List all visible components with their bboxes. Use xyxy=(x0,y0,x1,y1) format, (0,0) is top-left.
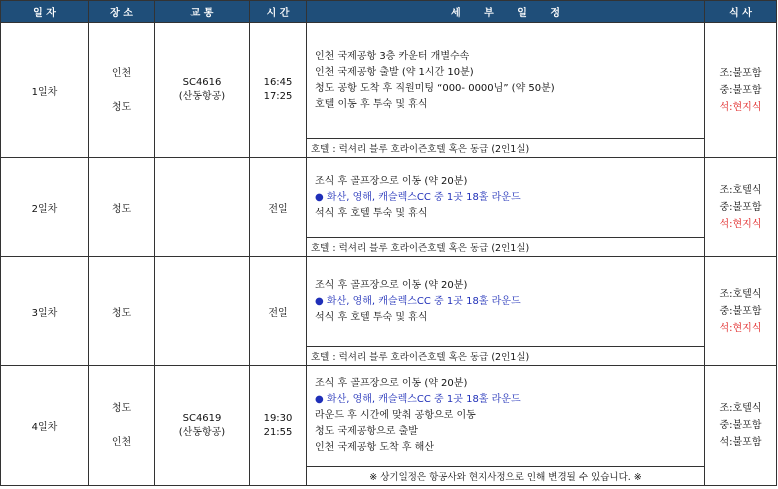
day-2-label: 2일차 xyxy=(1,158,89,257)
header-schedule: 세 부 일 정 xyxy=(307,1,705,23)
schedule-item: 청도 공항 도착 후 직원미팅 “000- 0000님” (약 50분) xyxy=(315,82,555,94)
day-2-transport xyxy=(155,158,250,257)
day-3-transport xyxy=(155,257,250,366)
meal-dinner: 석:현지식 xyxy=(719,101,762,113)
day-4-place-1: 청도 xyxy=(111,403,132,414)
meal-lunch: 중:불포함 xyxy=(719,420,762,431)
day-4-places xyxy=(89,366,155,486)
meal-breakfast: 조:불포함 xyxy=(719,67,762,79)
day-4-place-2: 인천 xyxy=(111,437,132,448)
day-2-time: 전일 xyxy=(250,158,307,257)
schedule-item: 조식 후 골프장으로 이동 (약 20분) xyxy=(315,378,468,389)
header-time: 시 간 xyxy=(250,1,307,23)
day-1-times xyxy=(250,23,307,158)
header-place: 장 소 xyxy=(89,1,155,23)
day-3-label: 3일차 xyxy=(1,257,89,366)
day-4-flight: SC4619 xyxy=(182,412,222,424)
day-1-airline: (산동항공) xyxy=(178,91,226,102)
header-meals: 식 사 xyxy=(705,1,777,23)
day-1-row xyxy=(1,23,777,139)
day-4-schedule xyxy=(307,366,705,467)
day-1-places xyxy=(89,23,155,158)
schedule-item: 인천 국제공항 도착 후 해산 xyxy=(315,442,434,453)
schedule-item: 호텔 이동 후 투숙 및 휴식 xyxy=(315,98,428,110)
meal-lunch: 중:불포함 xyxy=(719,305,762,317)
meal-breakfast: 조:호텔식 xyxy=(719,184,762,196)
meal-dinner: 석:불포함 xyxy=(719,437,762,448)
schedule-item: 조식 후 골프장으로 이동 (약 20분) xyxy=(315,175,468,187)
meal-dinner: 석:현지식 xyxy=(719,322,762,334)
day-4-transport xyxy=(155,366,250,486)
header-date: 일 자 xyxy=(1,1,89,23)
day-2-place: 청도 xyxy=(89,158,155,257)
meal-breakfast: 조:호텔식 xyxy=(719,288,762,300)
day-1-schedule xyxy=(307,23,705,139)
schedule-item: 청도 국제공항으로 출발 xyxy=(315,426,418,437)
meal-dinner: 석:현지식 xyxy=(719,218,762,230)
day-3-row xyxy=(1,257,777,347)
day-2-meals xyxy=(705,158,777,257)
day-3-time: 전일 xyxy=(250,257,307,366)
schedule-item: 라운드 후 시간에 맞춰 공항으로 이동 xyxy=(315,410,476,421)
day-1-meals xyxy=(705,23,777,158)
schedule-item-highlight: ● 화산, 영해, 캐슬렉스CC 중 1곳 18홀 라운드 xyxy=(315,394,521,405)
meal-breakfast: 조:호텔식 xyxy=(719,403,762,414)
day-4-arrive-time: 21:55 xyxy=(263,426,293,438)
day-3-meals xyxy=(705,257,777,366)
schedule-item-highlight: ● 화산, 영해, 캐슬렉스CC 중 1곳 18홀 라운드 xyxy=(315,295,521,307)
day-1-flight: SC4616 xyxy=(182,77,222,88)
schedule-item: 석식 후 호텔 투숙 및 휴식 xyxy=(315,311,428,323)
schedule-item-highlight: ● 화산, 영해, 캐슬렉스CC 중 1곳 18홀 라운드 xyxy=(315,191,521,203)
header-transport: 교 통 xyxy=(155,1,250,23)
day-4-airline: (산동항공) xyxy=(178,426,226,438)
day-1-place-2: 청도 xyxy=(111,101,132,113)
day-1-place-1: 인천 xyxy=(111,67,132,79)
day-2-schedule xyxy=(307,158,705,238)
schedule-item: 인천 국제공항 3층 카운터 개별수속 xyxy=(315,50,470,62)
schedule-item: 석식 후 호텔 투숙 및 휴식 xyxy=(315,207,428,219)
schedule-item: 조식 후 골프장으로 이동 (약 20분) xyxy=(315,279,468,291)
meal-lunch: 중:불포함 xyxy=(719,84,762,96)
day-4-label: 4일차 xyxy=(1,366,89,486)
day-3-schedule xyxy=(307,257,705,347)
day-1-label: 1일차 xyxy=(1,23,89,158)
day-2-row xyxy=(1,158,777,238)
day-1-arrive-time: 17:25 xyxy=(263,91,293,102)
footnote: ※ 상기일정은 항공사와 현지사정으로 인해 변경될 수 있습니다. ※ xyxy=(307,467,705,486)
day-4-meals xyxy=(705,366,777,486)
day-2-hotel: 호텔 : 럭셔리 블루 호라이즌호텔 혹은 동급 (2인1실) xyxy=(307,238,705,257)
day-3-place: 청도 xyxy=(89,257,155,366)
day-1-depart-time: 16:45 xyxy=(263,77,293,88)
day-1-hotel: 호텔 : 럭셔리 블루 호라이즌호텔 혹은 동급 (2인1실) xyxy=(307,139,705,158)
meal-lunch: 중:불포함 xyxy=(719,201,762,213)
day-4-row xyxy=(1,366,777,467)
day-3-hotel: 호텔 : 럭셔리 블루 호라이즌호텔 혹은 동급 (2인1실) xyxy=(307,347,705,366)
day-1-transport xyxy=(155,23,250,158)
day-4-times xyxy=(250,366,307,486)
schedule-item: 인천 국제공항 출발 (약 1시간 10분) xyxy=(315,66,474,78)
header-row xyxy=(1,1,777,23)
day-4-depart-time: 19:30 xyxy=(263,412,293,424)
